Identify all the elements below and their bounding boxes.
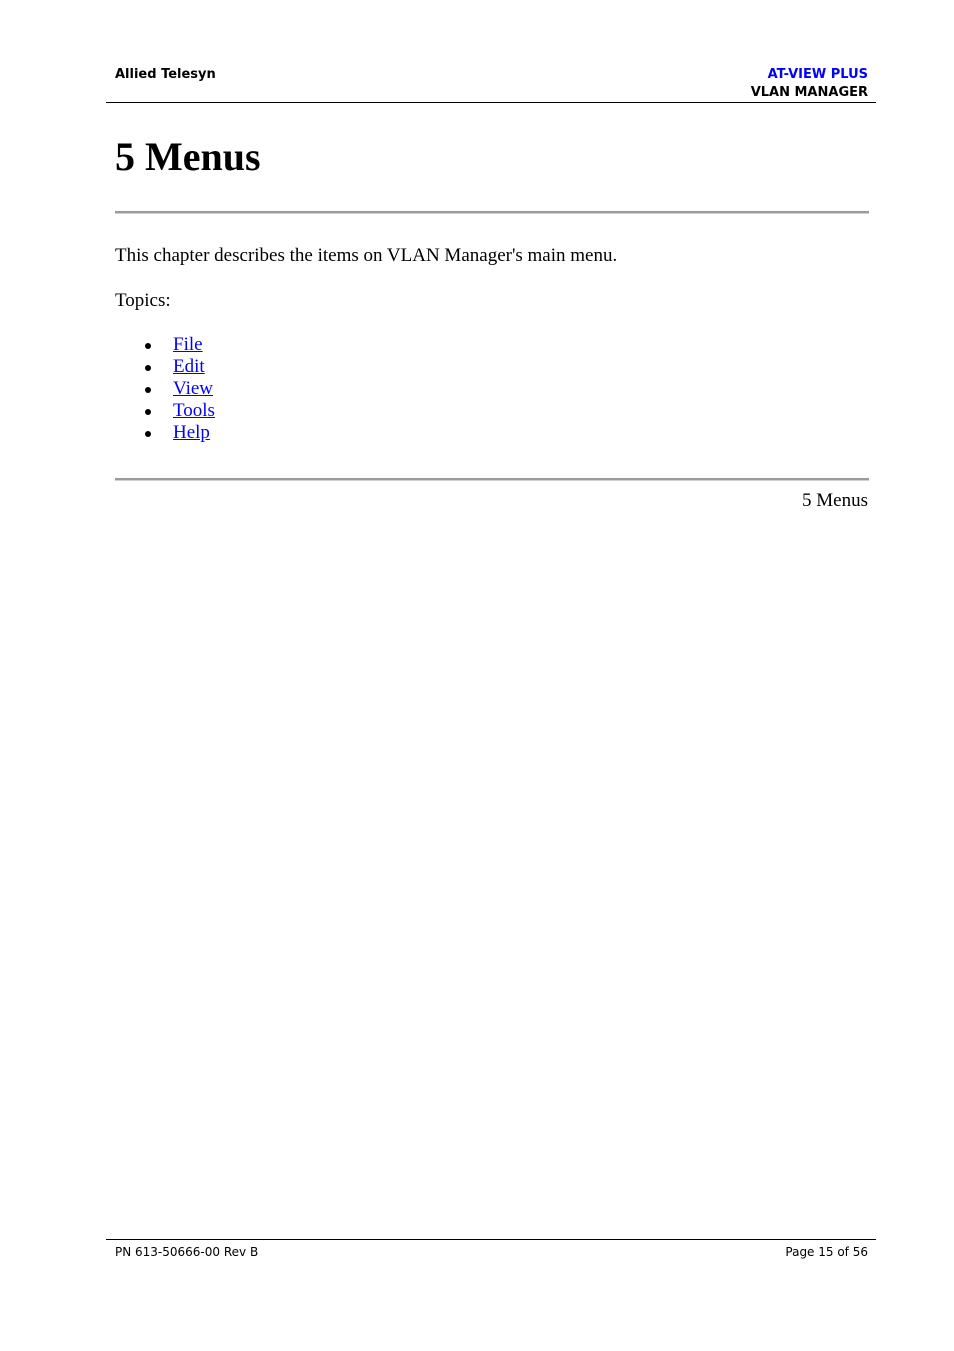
bullet-icon [145, 431, 151, 437]
chapter-title: 5 Menus [115, 134, 261, 179]
topic-item-file [144, 334, 215, 356]
topic-item-tools [144, 400, 215, 422]
page-header [106, 66, 876, 103]
bullet-icon [145, 409, 151, 415]
chapter-intro: This chapter describes the items on VLAN Manager's main menu. [115, 245, 618, 266]
bullet-icon [145, 343, 151, 349]
topic-link-file[interactable]: File [173, 334, 203, 355]
bottom-divider [115, 478, 869, 481]
bullet-icon [145, 365, 151, 371]
product-subtitle: VLAN MANAGER [750, 85, 868, 100]
topic-link-edit[interactable]: Edit [173, 356, 205, 377]
topics-list [144, 334, 215, 444]
topic-item-view [144, 378, 215, 400]
topic-link-help[interactable]: Help [173, 422, 210, 443]
topic-link-view[interactable]: View [173, 378, 214, 399]
bullet-icon [145, 387, 151, 393]
topic-item-help [144, 422, 215, 444]
company-name: Allied Telesyn [115, 67, 216, 82]
top-divider [115, 211, 869, 214]
chapter-footer-label: 5 Menus [802, 490, 868, 511]
page-footer [106, 1239, 876, 1264]
product-title: AT-VIEW PLUS [767, 67, 868, 82]
topics-label: Topics: [115, 290, 171, 311]
topic-item-edit [144, 356, 215, 378]
product-name [751, 66, 868, 102]
topic-link-tools[interactable]: Tools [173, 400, 215, 421]
page-number: Page 15 of 56 [785, 1245, 868, 1259]
part-number: PN 613-50666-00 Rev B [115, 1245, 259, 1259]
